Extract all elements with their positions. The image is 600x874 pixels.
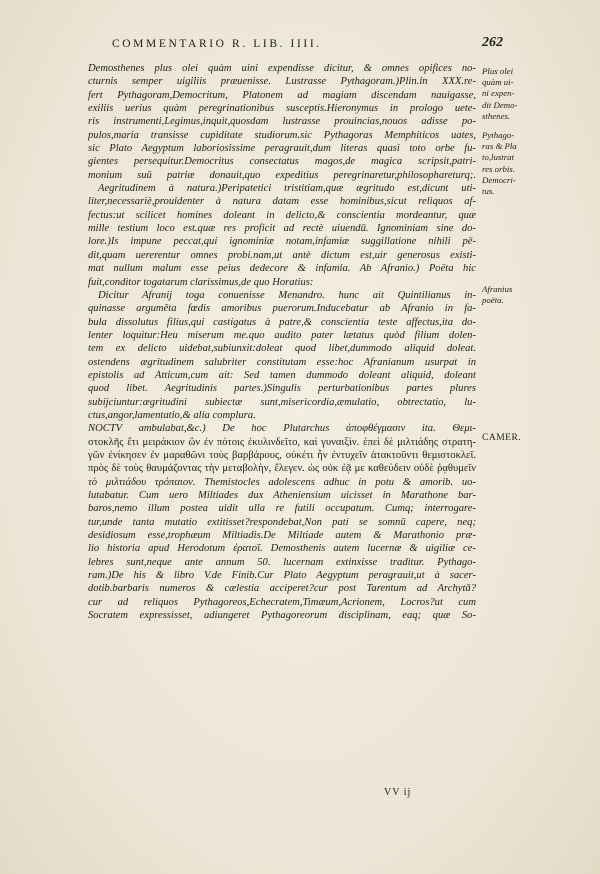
text-line: Aegritudinem à natura.)Peripatetici tristitiam,quæ ægritudo est,dicunt uti- [98,183,476,195]
marginal-note-line: CAMER. [482,433,522,443]
marginal-note-demosthenes [482,66,562,122]
marginal-note-line: poëta. [482,295,504,306]
text-line: lenter loquitur:Heu miserum me.quo audito pater lætatus quòd filium dolen- [88,329,476,341]
text-line: Socratem expressisset, adiungeret Pythagoreorum disciplinam, eaq; quæ So- [88,610,476,622]
text-line: στοκλῆς ἔτι μειράκιον ὢν ἐν πότοις ἐκυλινδεῖτο, καὶ γυναιξὶν. ἐπεὶ δὲ μιλτιάδης στρατη- [88,436,476,448]
text-line: πρὸς δὲ τοὺς θαυμάζοντας τὴν μεταβολὴν, ἔλεγεν. ὡς οὐκ ἐᾷ με καθεύδειν οὐδὲ ῥᾳθυμεῖν [88,463,476,475]
text-line: sic Plato Aegyptum laboriosissime peragrauit,dum literas quasi toto orbe fu- [88,143,476,155]
text-line: τὸ μιλτιάδου τρόπαιον. Themistocles adolescens adhuc in potu & amorib. uo- [88,476,476,488]
marginal-note-pythagoras [482,130,562,197]
text-line: Demosthenes plus olei quàm uini expendisse dicitur, & omnes opifices no- [88,63,476,74]
marginal-note-line: to,lustrat [482,152,515,163]
marginal-note-line: dit Demo- [482,99,518,110]
text-line: lebres sunt,neque ante annum 50. lucernam extinxisse traditur. Pythago- [88,556,476,568]
text-line: lore.)Is impune peccat,qui ignominiæ notam,infamiæ suggillatione nihili pē- [88,236,476,248]
text-line: fuit,conditor togatarum clarissimus,de quo Horatius: [88,276,314,288]
text-line: fert Pythagoram,Democritum, Platonem ad magiam discendam nauigasse, [88,89,476,101]
marginal-note-line: res orbis. [482,163,515,174]
text-line: fectus:ut scilicet homines doleant in delicto,& conscientia mordeantur, quæ [88,209,476,221]
text-line: lutabatur. Cum uero Miltiades dux Atheniensium uicisset in Marathone bar- [88,490,476,501]
folio-number: 262 [482,35,503,50]
text-line: bula dissolutus filius,qui castigatus à patre,& conscientia teste affectus,ita do- [88,316,476,328]
text-line: ctus,angor,lamentatio,& alia complura. [88,409,256,421]
running-title: COMMENTARIO R. LIB. IIII. [112,38,322,50]
marginal-note-afranius [482,284,562,306]
text-line: ris instrumenti,Legimus,inquit,quosdam lustrasse prouincias,nouos adisse po- [88,116,476,128]
marginal-note-line: ras & Pla [482,141,517,152]
marginal-note-line: Pythago- [482,130,515,140]
text-line: mille testium loco est.quæ res proficit ad rectè uiuendū. Ignominiam sine do- [88,223,476,235]
text-line: ram.)De his & libro V.de Finib.Cur Plato Aegyptum peragrauit,ut à sacer- [88,570,476,582]
marginal-note-line: Plus olei [482,66,514,76]
text-line: lio historia apud Herodotum ἐρατοῖ. Demosthenis autem lucernæ & uigiliæ ce- [88,543,476,555]
marginal-note-line: tus. [482,186,495,197]
text-line: γῶν ἐνίκησεν ἐν μαραθῶνι τοὺς βαρβάρους, οὐκέτι ἦν ἐντυχεῖν ἀτακτοῦντι θεμιστοκλεῖ. [88,449,476,461]
text-line: quod libet. Aegritudinis partes.)Singulis perturbationibus partes plures [88,383,476,395]
text-line: subijciuntur:ægritudini subiectæ sunt,misericordia,æmulatio, obtrectatio, lu- [88,396,476,408]
text-line: baros,nemo illum postea uidit ulla re futili occupatum. Cumq; interrogare- [88,503,476,515]
text-line: tur,unde tanta mutatio extitisset?respondebat,Non pati se somnū capere, neq; [88,516,476,528]
marginal-note-camer [482,433,562,444]
text-line: gientes persequitur.Democritus consectatus magos,de magica scripsit,patri- [88,156,476,168]
marginal-note-line: ni expen- [482,88,515,99]
signature-mark: VV ij [384,787,412,798]
text-line: ostendens ægritudinem salubriter constitutam esse:hoc Afranianum usurpat in [88,356,476,368]
text-line: cur ad reliquos Pythagoreos,Echecratem,Timæum,Acrionem, Locros?ut cum [88,596,476,608]
text-line: liter,necessariè,prouidenter à natura datam esse hominibus,sicut reliquos af- [88,196,476,208]
text-line: cturnis semper uigiliis præuenisse. Lustrasse Pythagoram.)Plin.in XXX.re- [88,76,476,88]
text-line: mat nullum malum esse peius dedecore & infamia. Ab Afranio.) Poëta hic [88,263,476,275]
text-line: monium suū patriæ donauit,quo expeditius peregrinaretur,philosophareturq;. [88,169,476,181]
text-line: desidiosum esse,trophæum Miltiadis.De Miltiade autem & Marathonio præ- [88,530,476,542]
text-line: NOCTV ambulabat,&c.) De hoc Plutarchus ἀποφθέγμασιν ita. Θεμι- [88,423,476,435]
text-line: dit,quam uererentur omnes probi.nam,ut antè dictum est,uir generosus existi- [88,249,476,261]
text-line: Dicitur Afranij toga conuenisse Menandro. hunc ait Quintilianus in- [98,289,476,301]
marginal-note-line: quàm ui- [482,77,514,88]
marginal-note-line: sthenes. [482,110,511,121]
marginal-note-line: Democri- [482,174,516,185]
text-line: epistolis ad Atticum,cum ait: Sed tamen dummodo doleant aliquid, doleant [88,369,476,381]
text-line: dotib.barbaris numeros & cælestia acciperet?cur post Tarentum ad Archytā? [88,583,476,595]
text-line: pulos,maria transisse cupiditate studiorum.sic Pythagoras Memphiticos uates, [88,129,476,141]
text-line: tem ex delicto uidebat,subiunxit:doleat quod libet,dummodo aliquid doleat. [88,343,476,355]
text-line: exiliis uerius quàm peregrinationibus susceptis.Hieronymus in prologo uete- [88,103,476,115]
commentary-text [88,62,476,622]
marginal-note-line: Afranius [482,284,513,294]
text-line: quinasse argumēta fœdis amoribus puerorum.Inducebatur ab Afranio in fa- [88,303,476,315]
